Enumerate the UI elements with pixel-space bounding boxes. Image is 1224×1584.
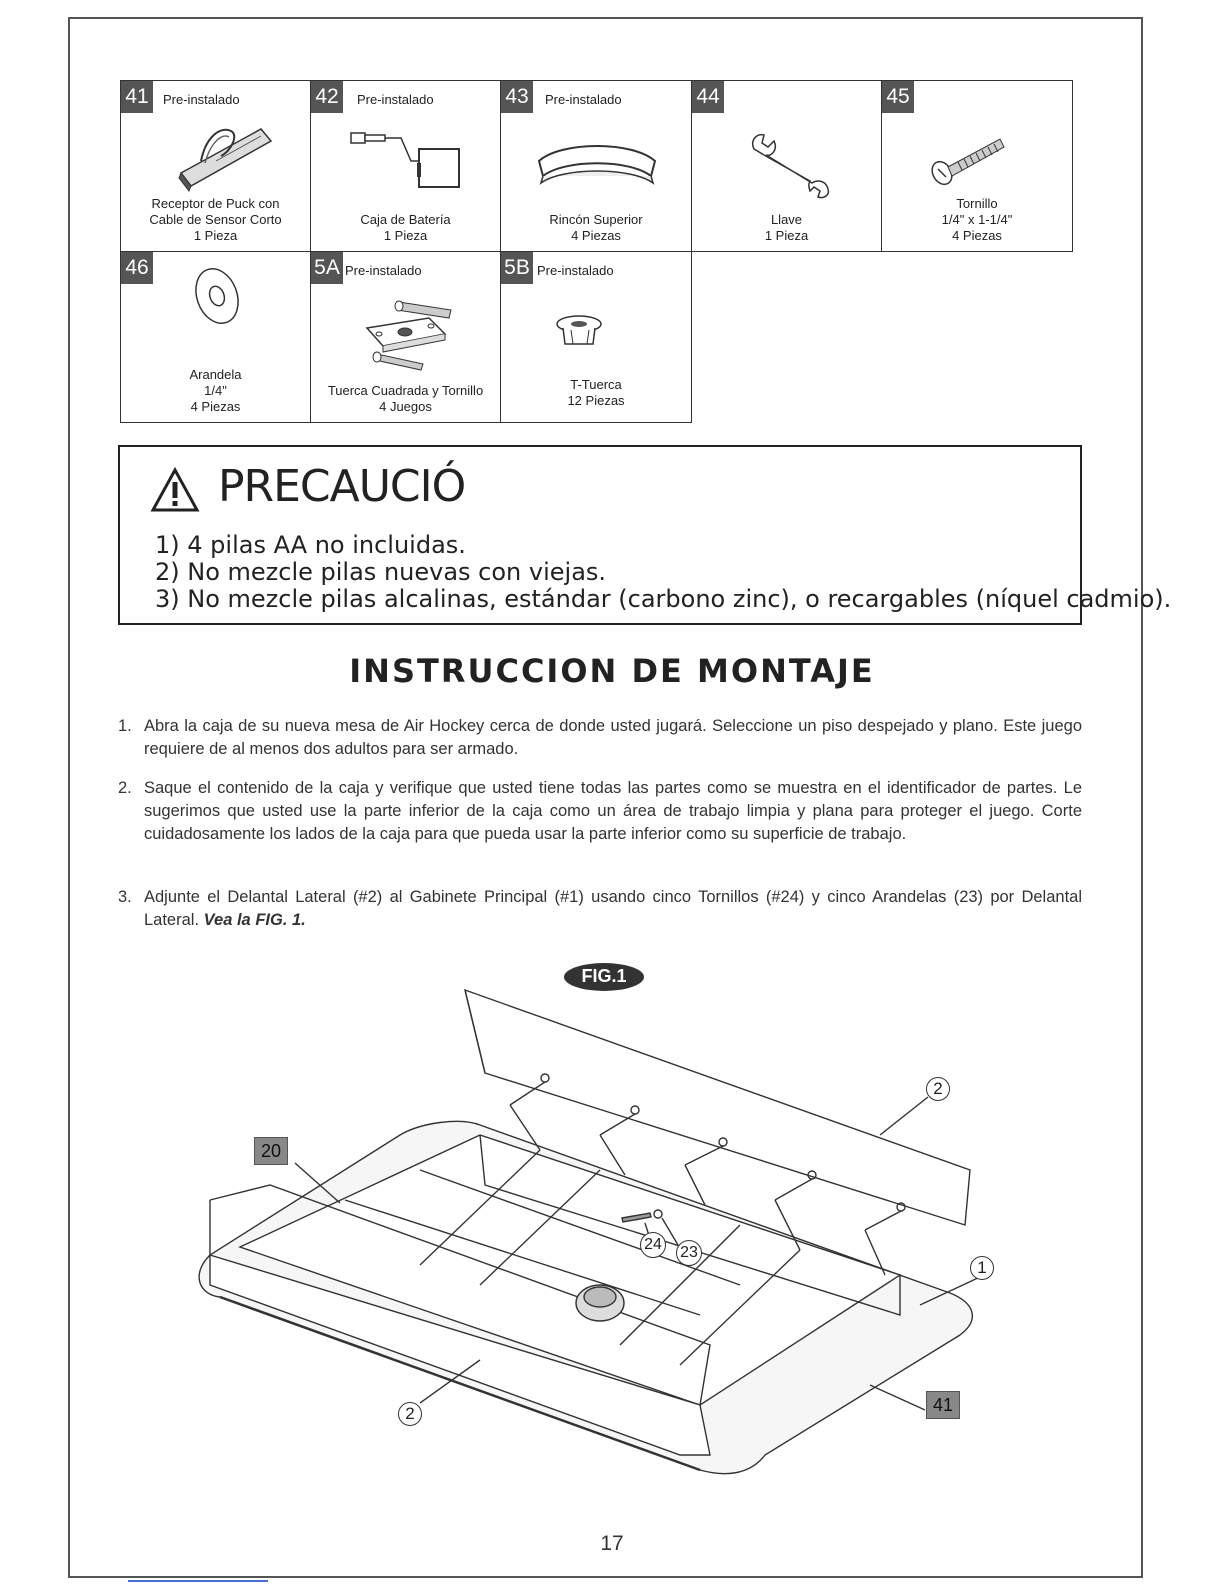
part-caption: Receptor de Puck con Cable de Sensor Corto 1 Pieza bbox=[149, 196, 282, 243]
instruction-step-3 bbox=[118, 886, 1082, 932]
part-caption: Tuerca Cuadrada y Tornillo 4 Juegos bbox=[327, 383, 484, 414]
part-tag-20: 20 bbox=[254, 1137, 288, 1165]
step-text-body: Adjunte el Delantal Lateral (#2) al Gabinete Principal (#1) usando cinco Tornillos (#24) y cinco Arandelas (23) por Delantal Lateral. bbox=[144, 888, 1082, 929]
step-text bbox=[144, 886, 1082, 932]
step-text: Saque el contenido de la caja y verifique que usted tiene todas las partes como se muestra en el identificador de partes. Le sugerimos que usted use la parte inferior de la caja como un área de trabajo limpia y plana para proteger el juego. Corte cuidadosamente los lados de la caja para que pueda usar la parte inferior como su superficie de trabajo. bbox=[144, 779, 1082, 843]
part-caption: Tornillo 1/4" x 1-1/4" 4 Piezas bbox=[941, 196, 1013, 243]
part-number: 46 bbox=[121, 252, 153, 284]
part-cell-45 bbox=[881, 80, 1073, 252]
part-number: 5B bbox=[501, 252, 533, 284]
part-preinstalled-label: Pre-instalado bbox=[163, 92, 240, 107]
step-number: 2. bbox=[118, 779, 132, 797]
figure-reference: Vea la FIG. 1. bbox=[203, 911, 306, 929]
step-number: 1. bbox=[118, 717, 132, 735]
instruction-step-2 bbox=[118, 777, 1082, 846]
part-cell-43 bbox=[500, 80, 692, 252]
part-cell-5a bbox=[310, 251, 501, 423]
part-number: 42 bbox=[311, 81, 343, 113]
figure-badge-label: FIG.1 bbox=[581, 966, 627, 986]
part-caption: Caja de Batería 1 Pieza bbox=[360, 212, 451, 243]
caution-line-1: 1) 4 pilas AA no incluidas. bbox=[155, 531, 466, 559]
part-preinstalled-label: Pre-instalado bbox=[537, 263, 614, 278]
caution-title: PRECAUCIÓ bbox=[218, 461, 466, 512]
page-number: 17 bbox=[600, 1532, 624, 1555]
footer-line bbox=[128, 1580, 268, 1582]
part-number: 44 bbox=[692, 81, 724, 113]
part-cell-41 bbox=[120, 80, 311, 252]
part-caption: T-Tuerca 12 Piezas bbox=[567, 377, 625, 408]
part-caption: Arandela 1/4" 4 Piezas bbox=[189, 367, 242, 414]
caution-box bbox=[118, 445, 1172, 625]
instruction-step-1 bbox=[118, 715, 1082, 761]
warning-triangle-icon bbox=[150, 467, 200, 513]
caution-line-3: 3) No mezcle pilas alcalinas, estándar (carbono zinc), o recargables (níquel cadmio). bbox=[155, 585, 1172, 613]
part-number: 43 bbox=[501, 81, 533, 113]
part-number: 41 bbox=[121, 81, 153, 113]
part-cell-46 bbox=[120, 251, 311, 423]
part-cell-5b bbox=[500, 251, 692, 423]
part-caption: Llave 1 Pieza bbox=[764, 212, 809, 243]
part-preinstalled-label: Pre-instalado bbox=[345, 263, 422, 278]
part-preinstalled-label: Pre-instalado bbox=[545, 92, 622, 107]
callout-2-bottom: 2 bbox=[398, 1402, 422, 1426]
part-cell-44 bbox=[691, 80, 882, 252]
part-tag-41: 41 bbox=[926, 1391, 960, 1419]
callout-2-top: 2 bbox=[926, 1077, 950, 1101]
part-cell-42 bbox=[310, 80, 501, 252]
part-preinstalled-label: Pre-instalado bbox=[357, 92, 434, 107]
part-number: 5A bbox=[311, 252, 343, 284]
callout-1: 1 bbox=[970, 1256, 994, 1280]
section-heading: INSTRUCCION DE MONTAJE bbox=[349, 652, 875, 690]
part-number: 45 bbox=[882, 81, 914, 113]
step-number: 3. bbox=[118, 888, 132, 906]
callout-23: 23 bbox=[676, 1240, 702, 1266]
part-caption: Rincón Superior 4 Piezas bbox=[549, 212, 643, 243]
assembly-figure bbox=[180, 985, 1000, 1490]
callout-24: 24 bbox=[640, 1232, 666, 1258]
caution-line-2: 2) No mezcle pilas nuevas con viejas. bbox=[155, 558, 607, 586]
step-text: Abra la caja de su nueva mesa de Air Hockey cerca de donde usted jugará. Seleccione un piso despejado y plano. Este juego requiere de al menos dos adultos para ser armado. bbox=[144, 717, 1082, 758]
